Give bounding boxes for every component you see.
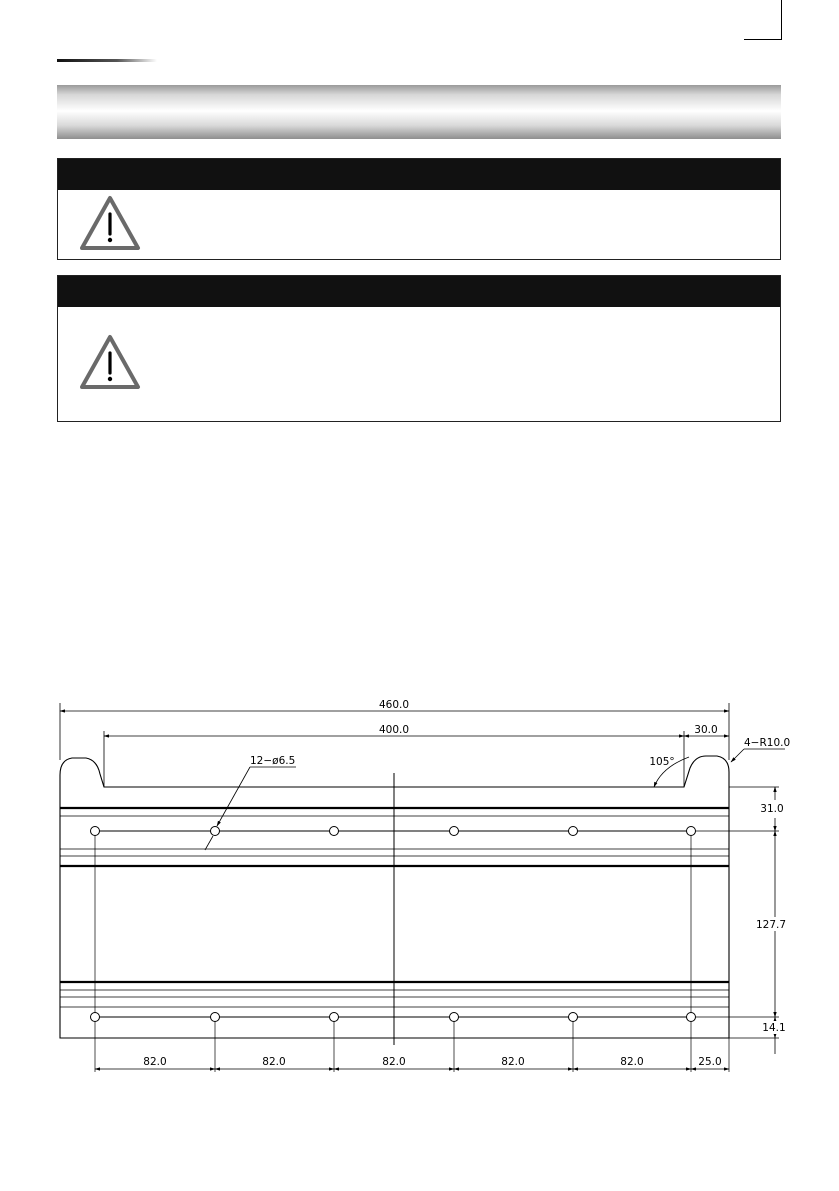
dim-holes-label: 12−ø6.5 bbox=[250, 755, 296, 767]
dim-bottom-offset-label: 14.1 bbox=[762, 1022, 786, 1034]
dim-hole-pitch-label: 82.0 bbox=[501, 1056, 525, 1068]
warning-notice-header bbox=[58, 159, 780, 190]
mounting-hole bbox=[91, 1013, 100, 1022]
dim-hole-pitch-label: 82.0 bbox=[382, 1056, 406, 1068]
dim-top-offset-label: 31.0 bbox=[760, 803, 784, 815]
dim-hole-pitch-label: 82.0 bbox=[143, 1056, 167, 1068]
mounting-hole bbox=[687, 1013, 696, 1022]
warning-triangle-icon bbox=[78, 194, 142, 252]
mounting-hole bbox=[569, 827, 578, 836]
mounting-hole bbox=[687, 827, 696, 836]
mounting-hole bbox=[91, 827, 100, 836]
section-title-bar bbox=[57, 85, 781, 139]
mounting-hole bbox=[450, 827, 459, 836]
mounting-hole bbox=[211, 827, 220, 836]
warning-triangle-icon bbox=[78, 333, 142, 391]
dim-hole-pitch-label: 82.0 bbox=[620, 1056, 644, 1068]
warning-notice-2 bbox=[57, 275, 781, 422]
mounting-hole bbox=[450, 1013, 459, 1022]
warning-notice-body bbox=[58, 190, 780, 259]
plate-outline bbox=[60, 756, 779, 1038]
header-rule bbox=[57, 59, 157, 62]
mounting-hole bbox=[330, 827, 339, 836]
warning-notice-1 bbox=[57, 158, 781, 260]
dim-end-offset-label: 25.0 bbox=[698, 1056, 722, 1068]
mounting-hole bbox=[211, 1013, 220, 1022]
dim-side-tab-label: 30.0 bbox=[694, 724, 718, 736]
hole-rows bbox=[95, 831, 779, 1072]
dim-corner-radius-label: 4−R10.0 bbox=[744, 737, 790, 749]
dim-hole-row-spacing-label: 127.7 bbox=[755, 919, 787, 931]
rail-lines bbox=[60, 773, 729, 1045]
crop-mark bbox=[744, 0, 782, 40]
warning-notice-header bbox=[58, 276, 780, 307]
mounting-plate-drawing bbox=[50, 692, 790, 1082]
dim-inner-width-label: 400.0 bbox=[378, 724, 410, 736]
dim-angle-label: 105° bbox=[649, 756, 675, 768]
mounting-hole bbox=[569, 1013, 578, 1022]
dim-corner-radius bbox=[731, 749, 785, 762]
mounting-hole bbox=[330, 1013, 339, 1022]
dim-hole-pitch-label: 82.0 bbox=[262, 1056, 286, 1068]
warning-notice-body bbox=[58, 307, 780, 421]
dim-overall-width-label: 460.0 bbox=[378, 699, 410, 711]
